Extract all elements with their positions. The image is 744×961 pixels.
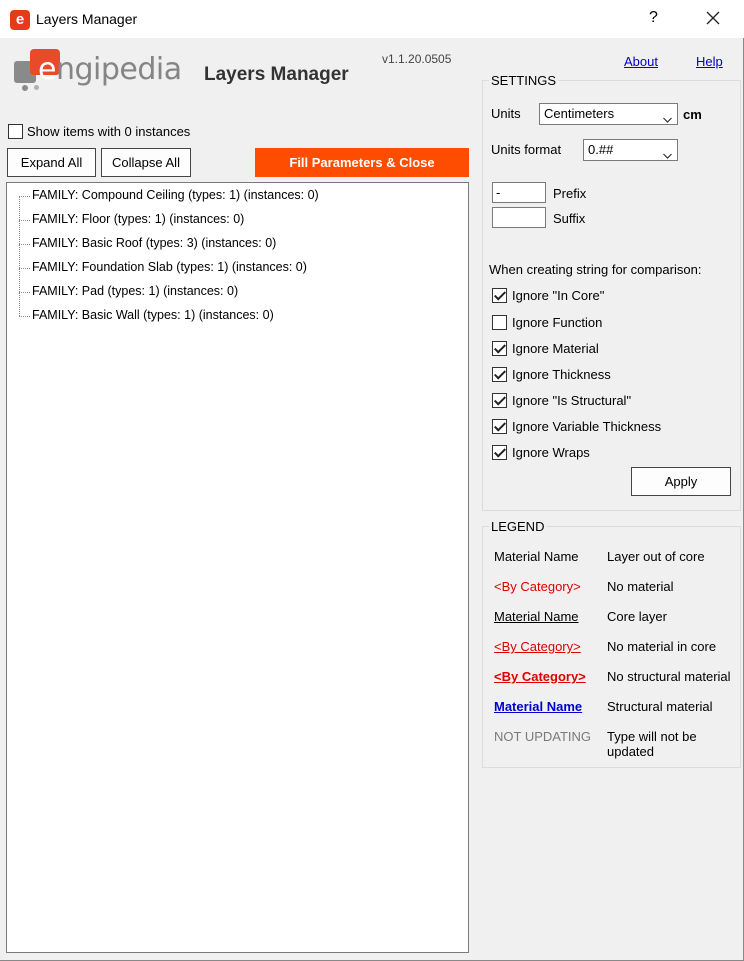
engipedia-logo [14, 49, 180, 93]
units-label: Units [491, 106, 521, 121]
help-link[interactable]: Help [696, 54, 723, 69]
units-suffix-label: cm [683, 107, 702, 122]
fill-parameters-close-button[interactable]: Fill Parameters & Close [255, 148, 469, 177]
logo-wordmark [38, 52, 182, 87]
tree-branch-line [19, 244, 30, 245]
legend-sample-layer-out-of-core: Material Name [494, 549, 579, 564]
ignore-thickness-checkbox[interactable] [492, 367, 507, 382]
legend-sample-core-layer: Material Name [494, 609, 579, 624]
help-icon[interactable]: ? [649, 9, 658, 26]
ignore-is-structural-label: Ignore "Is Structural" [512, 393, 632, 408]
comparison-label: When creating string for comparison: [489, 262, 702, 277]
units-format-value: 0.## [588, 142, 614, 157]
units-format-label: Units format [491, 142, 562, 157]
ignore-variable-thickness-label: Ignore Variable Thickness [512, 419, 662, 434]
logo-letter-e: e [38, 52, 56, 87]
prefix-label: Prefix [553, 186, 587, 201]
ignore-wraps-checkbox[interactable] [492, 445, 507, 460]
logo-dot [22, 85, 28, 91]
ignore-variable-thickness-checkbox[interactable] [492, 419, 507, 434]
ignore-in-core-checkbox[interactable] [492, 288, 507, 303]
legend-sample-no-material: <By Category> [494, 579, 581, 594]
legend-desc: Layer out of core [607, 549, 705, 564]
ignore-is-structural-checkbox[interactable] [492, 393, 507, 408]
expand-all-button[interactable]: Expand All [7, 148, 96, 177]
legend-desc: No material in core [607, 639, 717, 654]
tree-branch-line [19, 268, 30, 269]
units-select-value: Centimeters [544, 106, 615, 121]
ignore-in-core-label: Ignore "In Core" [512, 288, 605, 303]
ignore-thickness-label: Ignore Thickness [512, 367, 611, 382]
legend-desc: No material [607, 579, 674, 594]
window-title: Layers Manager [36, 11, 138, 27]
legend-sample-not-updating: NOT UPDATING [494, 729, 592, 744]
ignore-function-checkbox[interactable] [492, 315, 507, 330]
legend-desc: Structural material [607, 699, 713, 714]
logo-wordmark-rest: ngipedia [55, 52, 182, 87]
legend-desc: No structural material [607, 669, 731, 684]
suffix-input[interactable] [492, 207, 546, 228]
tree-item-label: FAMILY: Pad (types: 1) (instances: 0) [32, 284, 239, 298]
tree-item-label: FAMILY: Compound Ceiling (types: 1) (instances: 0) [32, 188, 319, 202]
ignore-function-label: Ignore Function [512, 315, 603, 330]
tree-branch-line [19, 292, 30, 293]
app-heading: Layers Manager [204, 64, 349, 85]
legend-sample-no-structural-material: <By Category> [494, 669, 586, 684]
legend-desc: Type will not be updated [607, 729, 697, 759]
chevron-down-icon [663, 146, 671, 154]
tree-connector [19, 196, 20, 316]
legend-sample-no-material-in-core: <By Category> [494, 639, 581, 654]
prefix-input[interactable]: - [492, 182, 546, 203]
tree-branch-line [19, 196, 30, 197]
units-format-select[interactable] [583, 139, 678, 161]
suffix-label: Suffix [553, 211, 586, 226]
close-icon[interactable] [703, 6, 723, 30]
version-label: v1.1.20.0505 [382, 52, 452, 66]
legend-title: LEGEND [491, 519, 545, 534]
show-zero-instances-label: Show items with 0 instances [27, 124, 191, 139]
settings-title: SETTINGS [491, 73, 557, 88]
ignore-wraps-label: Ignore Wraps [512, 445, 590, 460]
legend-sample-structural-material: Material Name [494, 699, 583, 714]
app-icon: e [10, 10, 30, 30]
tree-branch-line [19, 220, 30, 221]
units-select[interactable] [539, 103, 678, 125]
tree-item-label: FAMILY: Basic Wall (types: 1) (instances: 0) [32, 308, 274, 322]
apply-button[interactable]: Apply [631, 467, 731, 496]
chevron-down-icon [663, 110, 671, 118]
ignore-material-label: Ignore Material [512, 341, 599, 356]
tree-item-label: FAMILY: Basic Roof (types: 3) (instances: 0) [32, 236, 277, 250]
about-link[interactable]: About [624, 54, 658, 69]
show-zero-instances-checkbox[interactable] [8, 124, 23, 139]
family-tree-view[interactable] [6, 182, 469, 953]
title-bar [0, 0, 744, 38]
ignore-material-checkbox[interactable] [492, 341, 507, 356]
tree-item-label: FAMILY: Foundation Slab (types: 1) (instances: 0) [32, 260, 307, 274]
tree-item-label: FAMILY: Floor (types: 1) (instances: 0) [32, 212, 245, 226]
tree-branch-line [19, 316, 30, 317]
legend-desc: Core layer [607, 609, 667, 624]
collapse-all-button[interactable]: Collapse All [101, 148, 191, 177]
